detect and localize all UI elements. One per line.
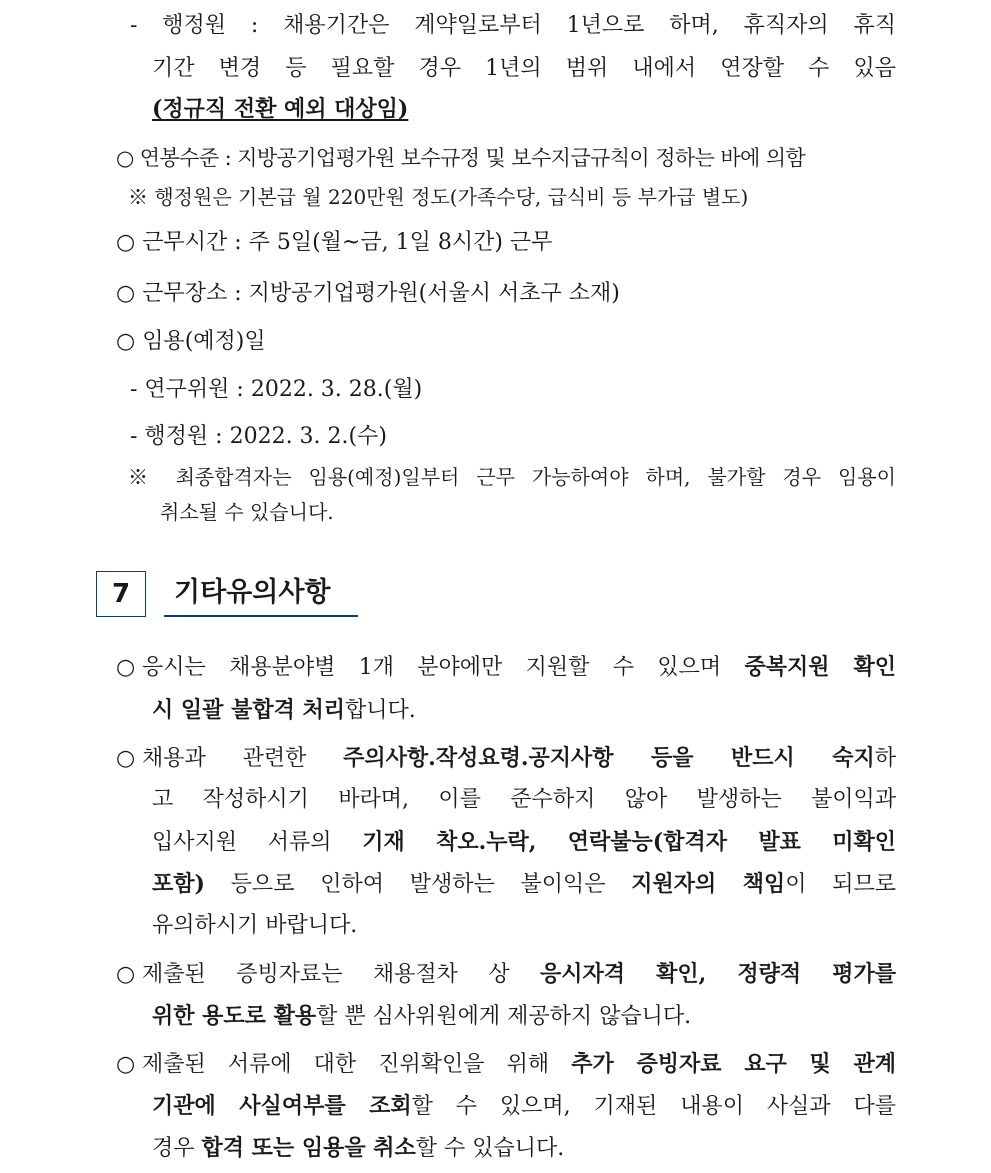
p1-line-1	[116, 652, 896, 683]
researcher-date: - 연구위원 : 2022. 3. 28.(월)	[130, 377, 423, 402]
text: 할 수 있으며, 기재된 내용이 사실과 다를	[411, 1094, 896, 1119]
text: 채용과 관련한	[142, 746, 344, 771]
admin-term-line-2: 기간 변경 등 필요할 경우 1년의 범위 내에서 연장할 수 있음	[152, 56, 896, 81]
final-pass-note-line-2: 취소될 수 있습니다.	[160, 500, 334, 524]
bold-text: 합격 또는 임용을 취소	[201, 1135, 416, 1161]
bullet-circle: ○	[116, 746, 136, 771]
p4-line-1	[116, 1049, 896, 1080]
conversion-exception-note: (정규직 전환 예외 대상임)	[152, 96, 409, 122]
bold-text: 추가 증빙자료 요구 및 관계	[571, 1051, 896, 1077]
bold-text: 포함)	[152, 871, 205, 897]
p2-line-3	[152, 827, 896, 858]
text: 이 되므로	[785, 872, 897, 897]
section-title: 기타유의사항	[164, 571, 358, 617]
p4-line-3	[152, 1133, 564, 1164]
p2-line-2: 고 작성하시기 바라며, 이를 준수하지 않아 발생하는 불이익과	[152, 787, 896, 812]
final-pass-note-line-1: ※ 최종합격자는 임용(예정)일부터 근무 가능하여야 하며, 불가할 경우 임용이	[128, 465, 896, 489]
work-place-item: ○ 근무장소 : 지방공기업평가원(서울시 서초구 소재)	[116, 281, 620, 306]
p2-line-1	[116, 743, 896, 774]
bold-text: 기재 착오.누락, 연락불능(합격자 발표 미확인	[362, 829, 896, 855]
bold-text: 위한 용도로 활용	[152, 1003, 317, 1029]
salary-note: ※ 행정원은 기본급 월 220만원 정도(가족수당, 급식비 등 부가급 별도)	[128, 185, 749, 209]
p3-line-2	[152, 1001, 691, 1032]
p4-line-2	[152, 1091, 896, 1122]
section-number: 7	[96, 571, 146, 617]
text: 제출된 증빙자료는 채용절차 상	[142, 962, 541, 987]
admin-term-line-1: - 행정원 : 채용기간은 계약일로부터 1년으로 하며, 휴직자의 휴직	[130, 13, 896, 38]
bold-text: 중복지원 확인	[744, 654, 896, 680]
text: 합니다.	[345, 698, 416, 723]
text: 할 수 있습니다.	[415, 1136, 565, 1161]
p3-line-1	[116, 959, 896, 990]
appointment-date-item: ○ 임용(예정)일	[116, 329, 266, 354]
text: 하	[874, 746, 896, 771]
work-hours-item: ○ 근무시간 : 주 5일(월~금, 1일 8시간) 근무	[116, 230, 553, 255]
bullet-circle: ○	[116, 1052, 136, 1077]
text: 입사지원 서류의	[152, 830, 363, 855]
text: 응시는 채용분야별 1개 분야에만 지원할 수 있으며	[142, 655, 745, 680]
admin-date: - 행정원 : 2022. 3. 2.(수)	[130, 424, 387, 449]
text: 등으로 인하여 발생하는 불이익은	[204, 872, 632, 897]
text: 제출된 서류에 대한 진위확인을 위해	[142, 1052, 572, 1077]
bold-text: 지원자의 책임	[631, 871, 786, 897]
bullet-circle: ○	[116, 962, 136, 987]
salary-level-item: ○ 연봉수준 : 지방공기업평가원 보수규정 및 보수지급규칙이 정하는 바에 의함	[116, 146, 806, 170]
p1-line-2	[152, 695, 416, 726]
text: 할 뿐 심사위원에게 제공하지 않습니다.	[316, 1004, 692, 1029]
bullet-circle: ○	[116, 655, 136, 680]
text: 경우	[152, 1136, 202, 1161]
bold-text: 시 일괄 불합격 처리	[152, 697, 345, 723]
bold-text: 응시자격 확인, 정량적 평가를	[540, 961, 896, 987]
p2-line-4	[152, 869, 896, 900]
bold-text: 기관에 사실여부를 조회	[152, 1093, 412, 1119]
p2-line-5: 유의하시기 바랍니다.	[152, 913, 358, 938]
bold-text: 주의사항.작성요령.공지사항 등을 반드시 숙지	[343, 745, 875, 771]
